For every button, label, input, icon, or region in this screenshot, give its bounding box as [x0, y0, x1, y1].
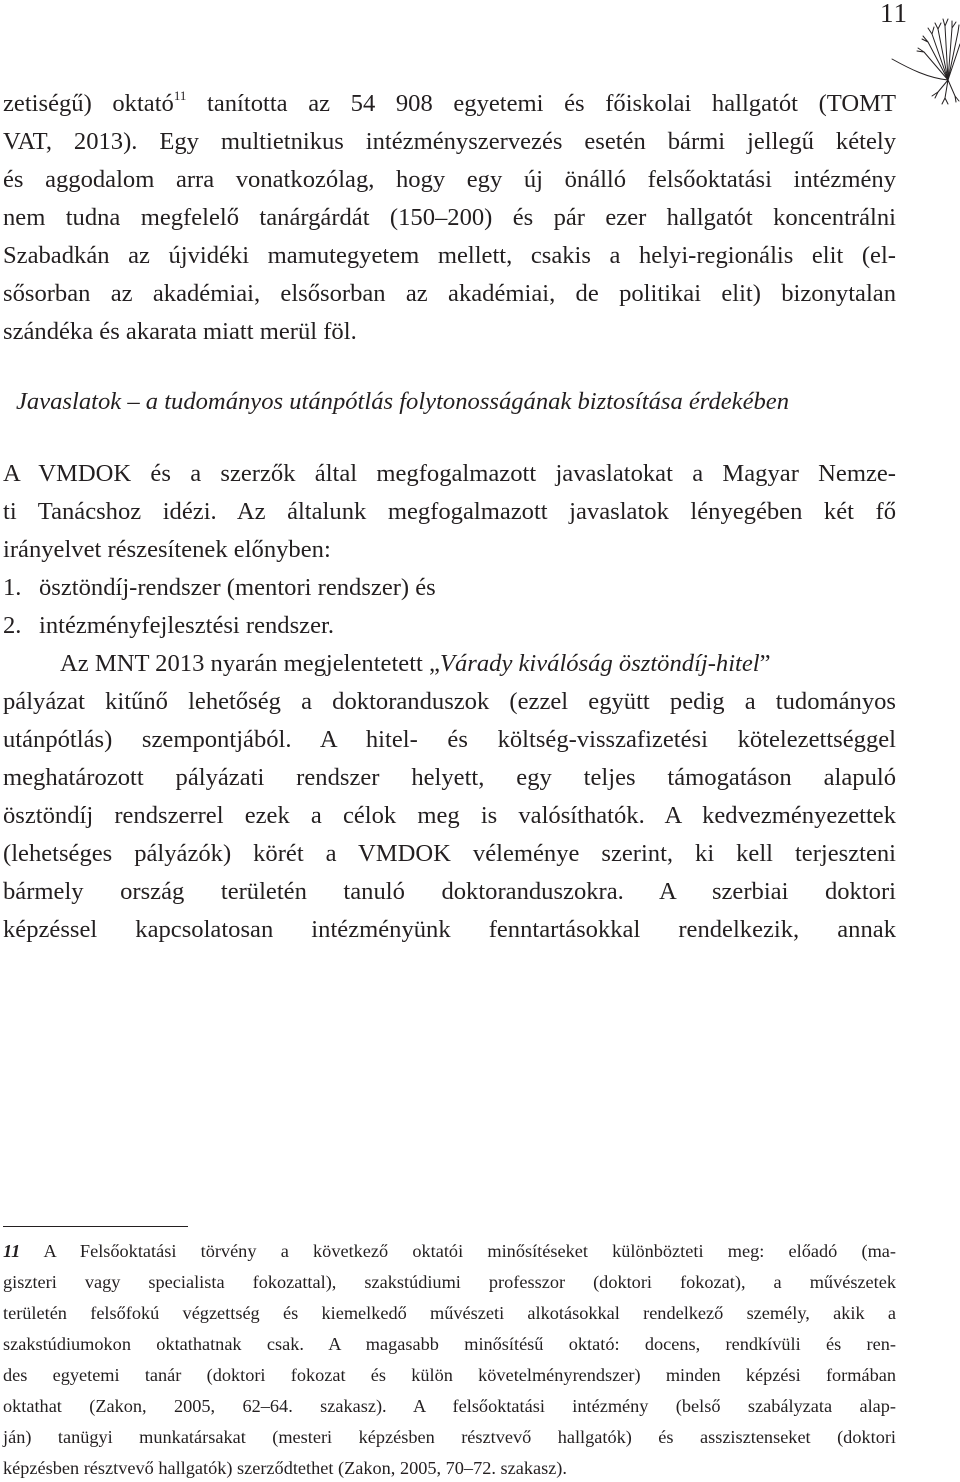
body-line: utánpótlás) szempontjából. A hitel- és költség-visszafizetési kötelezettséggel: [3, 726, 896, 753]
footnote-line: giszteri vagy specialista fokozattal), szakstúdiumi professzor (doktori fokozat), a művészetek: [3, 1272, 896, 1292]
body-line: meghatározott pályázati rendszer helyett, egy teljes támogatáson alapuló: [3, 764, 896, 791]
body-line: sősorban az akadémiai, elsősorban az akadémiai, de politikai elit) bizonytalan: [3, 280, 896, 307]
body-line: Az MNT 2013 nyarán megjelentetett „Várady kiválóság ösztöndíj-hitel”: [60, 650, 771, 677]
footnote-line: szakstúdiumokon oktathatnak csak. A magasabb minősítésű oktató: docens, rendkívüli és ren-: [3, 1334, 896, 1354]
footnote-reference[interactable]: 11: [173, 88, 187, 103]
body-line: képzéssel kapcsolatosan intézményünk fenntartásokkal rendelkezik, annak: [3, 916, 896, 943]
body-line: szándéka és akarata miatt merül föl.: [3, 318, 357, 345]
body-line: ti Tanácshoz idézi. Az általunk megfogalmazott javaslatok lényegében két fő: [3, 498, 896, 525]
body-line: bármely ország területén tanuló doktoranduszokra. A szerbiai doktori: [3, 878, 896, 905]
body-line: és aggodalom arra vonatkozólag, hogy egy új önálló felsőoktatási intézmény: [3, 166, 896, 193]
footnote-line: des egyetemi tanár (doktori fokozat és külön követelményrendszer) minden képzési formában: [3, 1365, 896, 1385]
footnote-line: 11 A Felsőoktatási törvény a következő oktatói minősítéseket különbözteti meg: előadó (ma-: [3, 1241, 896, 1261]
footnote-line: ján) tanügyi munkatársakat (mesteri képzésben résztvevő hallgatók) és asszisztenseket (doktori: [3, 1427, 896, 1447]
list-item: 2. intézményfejlesztési rendszer.: [3, 612, 334, 639]
footnote-number: 11: [3, 1241, 21, 1261]
list-item: 1. ösztöndíj-rendszer (mentori rendszer) és: [3, 574, 436, 601]
body-line: ösztöndíj rendszerrel ezek a célok meg is valósíthatók. A kedvezményezettek: [3, 802, 896, 829]
footnote-line: oktathat (Zakon, 2005, 62–64. szakasz). A felsőoktatási intézmény (belső szabályzata alap-: [3, 1396, 896, 1416]
footnote-line: területén felsőfokú végzettség és kiemelkedő művészeti alkotásokkal rendelkező személy, akik a: [3, 1303, 896, 1323]
body-line: A VMDOK és a szerzők által megfogalmazott javaslatokat a Magyar Nemze-: [3, 460, 896, 487]
footnote-separator: [3, 1226, 188, 1227]
section-heading: Javaslatok – a tudományos utánpótlás folytonosságának biztosítása érdekében: [16, 388, 790, 415]
body-line: zetiségű) oktató$^{11}$ tanította az 54 908 egyetemi és főiskolai hallgatót (TOMT: [3, 88, 897, 117]
body-line: (lehetséges pályázók) körét a VMDOK véleménye szerint, ki kell terjeszteni: [3, 840, 896, 867]
body-line: irányelvet részesítenek előnyben:: [3, 536, 331, 563]
body-line: Szabadkán az újvidéki mamutegyetem mellett, csakis a helyi-regionális elit (el-: [3, 242, 896, 269]
dandelion-seed-icon: [890, 14, 960, 109]
footnote-line: képzésben résztvevő hallgatók) szerződtethet (Zakon, 2005, 70–72. szakasz).: [3, 1458, 567, 1478]
page-number: 11: [880, 0, 908, 28]
body-line: pályázat kitűnő lehetőség a doktoranduszok (ezzel együtt pedig a tudományos: [3, 688, 896, 715]
body-line: VAT, 2013). Egy multietnikus intézményszervezés esetén bármi jellegű kétely: [3, 128, 896, 155]
body-line: nem tudna megfelelő tanárgárdát (150–200) és pár ezer hallgatót koncentrálni: [3, 204, 896, 231]
